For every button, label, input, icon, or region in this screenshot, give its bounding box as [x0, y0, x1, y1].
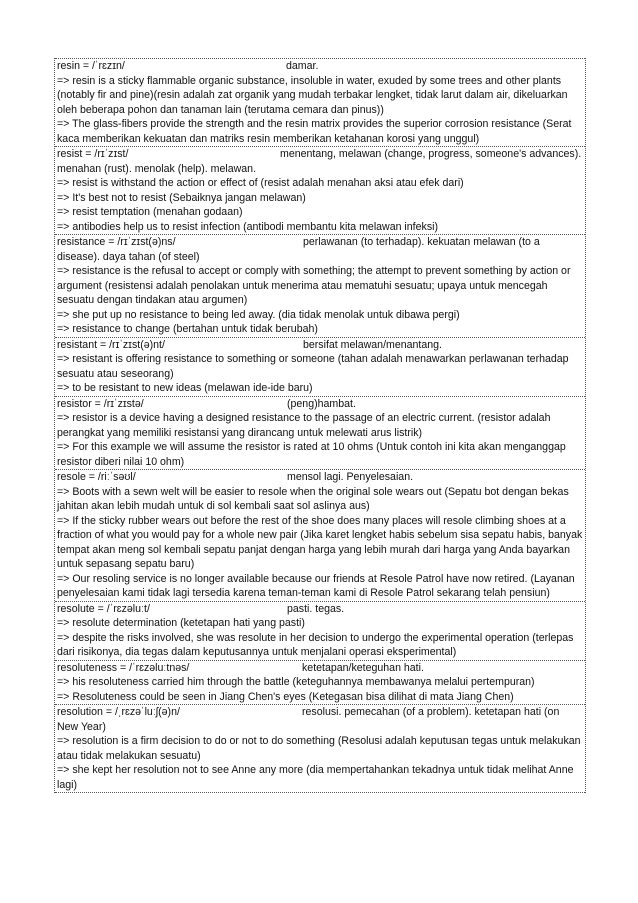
entry-term: resin = /ˈrɛzɪn/ — [57, 60, 125, 72]
entry-term: resolution = /ˌrɛzəˈluːʃ(ə)n/ — [57, 706, 180, 718]
example-line: => Our resoling service is no longer available because our friends at Resole Patrol have now retired. (Layanan penyelesaian kami tidak lagi tersedia karena teman-teman kami di Resole Patrol sekarang telah pensiun) — [57, 572, 575, 599]
glossary-document — [54, 58, 586, 793]
glossary-entry — [55, 601, 585, 660]
example-line: => resistant is offering resistance to something or someone (tahan adalah menawarkan perlawanan terhadap sesuatu atau seseorang) — [57, 353, 569, 380]
entry-meaning: menentang, melawan (change, progress, someone's advances). menahan (rust). menolak (help). melawan. — [57, 148, 582, 175]
entry-heading — [57, 338, 583, 353]
example-line: => she put up no resistance to being led away. (dia tidak menolak untuk dibawa pergi) — [57, 308, 460, 321]
glossary-entry — [55, 234, 585, 337]
example-line: => to be resistant to new ideas (melawan ide-ide baru) — [57, 382, 313, 394]
example-line: => resolution is a firm decision to do or not to do something (Resolusi adalah keputusan tegas untuk melakukan atau tidak melakukan sesuatu) — [57, 735, 581, 762]
entry-meaning: mensol lagi. Penyelesaian. — [287, 471, 414, 483]
entry-term: resolute = /ˈrɛzəluːt/ — [57, 602, 150, 615]
entry-term: resist = /rɪˈzɪst/ — [57, 148, 129, 160]
entry-meaning: damar. — [286, 60, 319, 72]
entry-meaning: bersifat melawan/menantang. — [303, 338, 442, 351]
entry-heading — [57, 661, 583, 676]
example-line: => resistor is a device having a designed resistance to the passage of an electric current. (resistor adalah perangkat yang memiliki resistansi yang dirancang untuk melewati arus listrik) — [57, 412, 551, 439]
glossary-entry — [55, 337, 585, 396]
example-line: => For this example we will assume the resistor is rated at 10 ohms (Untuk contoh ini kita akan menganggap resistor diberi nilai 10 ohm) — [57, 441, 566, 468]
entry-meaning: (peng)hambat. — [287, 397, 356, 410]
example-line: => It's best not to resist (Sebaiknya jangan melawan) — [57, 191, 306, 204]
entry-heading — [57, 470, 583, 485]
example-line: => Boots with a sewn welt will be easier to resole when the original sole wears out (Sepatu bot dengan bekas jahitan akan lebih mudah untuk di sol kembali saat sol aslinya aus) — [57, 485, 569, 512]
entry-meaning: ketetapan/keteguhan hati. — [302, 661, 424, 674]
example-line: => If the sticky rubber wears out before the rest of the shoe does many places will resole climbing shoes at a fraction of what you would pay for a whole new pair (Jika karet lengket habis sebelum sisa sepatu habis, banyak tempat akan meng sol kembali sepatu panjat dengan harga yang lebih murah dari harga yang Anda bayarkan untuk sepasang sepatu baru) — [57, 514, 583, 570]
entry-heading — [57, 397, 583, 412]
glossary-entry — [55, 58, 585, 146]
entry-term: resole = /riːˈsəʊl/ — [57, 471, 136, 483]
entry-heading — [57, 59, 583, 74]
glossary-entry — [55, 146, 585, 234]
example-line: => resistance is the refusal to accept or comply with something; the attempt to prevent something by action or argument (resistensi adalah penolakan untuk menerima atau mematuhi sesuatu; upaya untuk mencegah sesuatu dengan tindakan atau argumen) — [57, 265, 571, 306]
entry-heading — [57, 705, 583, 734]
example-line: => antibodies help us to resist infection (antibodi membantu kita melawan infeksi) — [57, 220, 438, 233]
example-line: => Resoluteness could be seen in Jiang Chen's eyes (Ketegasan bisa dilihat di mata Jiang Chen) — [57, 690, 514, 703]
entry-term: resistor = /rɪˈzɪstə/ — [57, 397, 144, 410]
example-line: => The glass-fibers provide the strength and the resin matrix provides the superior corrosion resistance (Serat kaca memberikan kekuatan dan matriks resin memberikan ketahanan korosi yang unggul) — [57, 118, 572, 145]
entry-heading — [57, 235, 583, 264]
entry-heading — [57, 147, 583, 176]
example-line: => she kept her resolution not to see Anne any more (dia mempertahankan tekadnya untuk tidak melihat Anne lagi) — [57, 764, 574, 791]
example-line: => resolute determination (ketetapan hati yang pasti) — [57, 617, 305, 629]
example-line: => despite the risks involved, she was resolute in her decision to undergo the experimental operation (terlepas dari risikonya, dia tegas dalam keputusannya untuk menjalani operasi eksperimental) — [57, 631, 574, 658]
entry-heading — [57, 602, 583, 617]
entry-meaning: perlawanan (to terhadap). kekuatan melawan (to a disease). daya tahan (of steel) — [57, 236, 540, 263]
glossary-entry — [55, 704, 585, 793]
glossary-entry — [55, 660, 585, 705]
example-line: => his resoluteness carried him through the battle (keteguhannya membawanya melalui pertempuran) — [57, 676, 535, 688]
example-line: => resist is withstand the action or effect of (resist adalah menahan aksi atau efek dari) — [57, 177, 464, 189]
example-line: => resin is a sticky flammable organic substance, insoluble in water, exuded by some trees and other plants (notably fir and pine)(resin adalah zat organik yang mudah terbakar lengket, tidak larut dalam air, dikeluarkan oleh beberapa pohon dan tanaman lain (terutama cemara dan pinus)) — [57, 74, 568, 116]
glossary-entry — [55, 469, 585, 601]
glossary-entry — [55, 396, 585, 470]
entry-term: resoluteness = /ˈrɛzəluːtnəs/ — [57, 661, 190, 674]
example-line: => resistance to change (bertahan untuk tidak berubah) — [57, 323, 318, 335]
entry-term: resistance = /rɪˈzɪst(ə)ns/ — [57, 236, 176, 248]
entry-meaning: resolusi. pemecahan (of a problem). ketetapan hati (on New Year) — [57, 706, 560, 733]
example-line: => resist temptation (menahan godaan) — [57, 206, 243, 218]
entry-meaning: pasti. tegas. — [287, 602, 345, 615]
entry-term: resistant = /rɪˈzɪst(ə)nt/ — [57, 338, 165, 351]
